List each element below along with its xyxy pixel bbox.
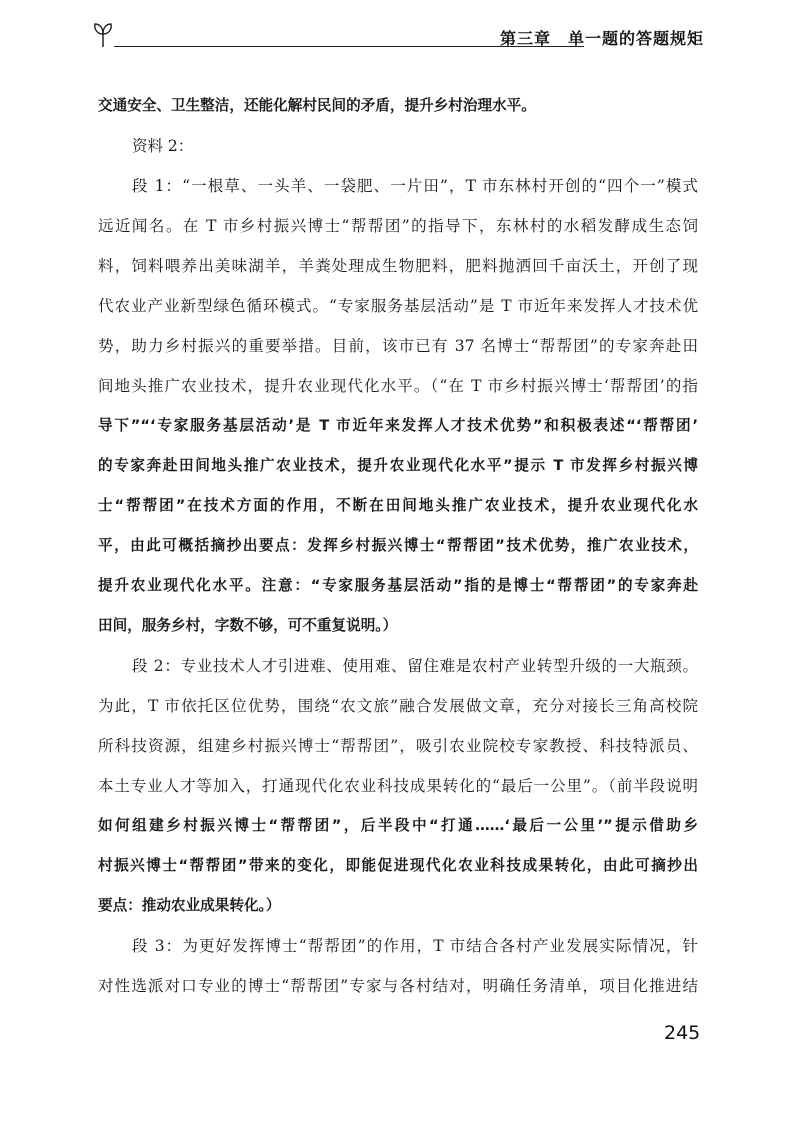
text-line: 段 1：“一根草、一头羊、一袋肥、一片田”，T 市东林村开创的“四个一”模式 — [132, 177, 698, 195]
text-line: 段 3：为更好发挥博士“帮帮团”的作用，T 市结合各村产业发展实际情况，针 — [132, 937, 698, 955]
text-line: 如何组建乡村振兴博士“帮帮团”，后半段中“打通……‘最后一公里’”提示借助乡 — [98, 817, 698, 834]
running-header — [92, 20, 704, 50]
text-line: 料，饲料喂养出美味湖羊，羊粪处理成生物肥料，肥料抛洒回千亩沃土，开创了现 — [98, 257, 698, 275]
text-line: 所科技资源，组建乡村振兴博士“帮帮团”，吸引农业院校专家教授、科技特派员、 — [98, 737, 698, 755]
chapter-title: 第三章 单一题的答题规矩 — [499, 29, 704, 48]
sprout-icon — [92, 20, 114, 54]
text-line: 的专家奔赴田间地头推广农业技术，提升农业现代化水平”提示 T 市发挥乡村振兴博 — [98, 457, 698, 474]
text-line: 资料 2： — [132, 137, 194, 155]
text-line: 士“帮帮团”在技术方面的作用，不断在田间地头推广农业技术，提升农业现代化水 — [98, 497, 698, 514]
text-line: 远近闻名。在 T 市乡村振兴博士“帮帮团”的指导下，东林村的水稻发酵成生态饲 — [98, 217, 698, 235]
text-line: 为此，T 市依托区位优势，围绕“农文旅”融合发展做文章，充分对接长三角高校院 — [98, 697, 698, 715]
text-line: 交通安全、卫生整洁，还能化解村民间的矛盾，提升乡村治理水平。 — [98, 97, 536, 114]
text-line: 势，助力乡村振兴的重要举措。目前，该市已有 37 名博士“帮帮团”的专家奔赴田 — [98, 337, 698, 355]
page-number: 245 — [664, 1022, 701, 1044]
text-line: 代农业产业新型绿色循环模式。“专家服务基层活动”是 T 市近年来发挥人才技术优 — [98, 297, 698, 315]
text-line: 段 2：专业技术人才引进难、使用难、留住难是农村产业转型升级的一大瓶颈。 — [132, 657, 698, 675]
text-line: 间地头推广农业技术，提升农业现代化水平。（“在 T 市乡村振兴博士‘帮帮团’的指 — [98, 377, 698, 395]
body-text — [98, 86, 698, 1006]
text-line: 田间，服务乡村，字数不够，可不重复说明。） — [98, 617, 398, 634]
text-line: 本土专业人才等加入，打通现代化农业科技成果转化的“最后一公里”。（前半段说明 — [98, 777, 698, 795]
text-line: 对性选派对口专业的博士“帮帮团”专家与各村结对，明确任务清单，项目化推进结 — [98, 977, 698, 995]
text-line: 提升农业现代化水平。注意：“专家服务基层活动”指的是博士“帮帮团”的专家奔赴 — [98, 577, 698, 594]
text-line: 平，由此可概括摘抄出要点：发挥乡村振兴博士“帮帮团”技术优势，推广农业技术， — [98, 537, 698, 554]
text-line: 导下”“‘专家服务基层活动’是 T 市近年来发挥人才技术优势”和积极表述“‘帮帮团’ — [98, 417, 698, 434]
text-line: 要点：推动农业成果转化。） — [98, 897, 281, 914]
text-line: 村振兴博士“帮帮团”带来的变化，即能促进现代化农业科技成果转化，由此可摘抄出 — [98, 857, 698, 874]
